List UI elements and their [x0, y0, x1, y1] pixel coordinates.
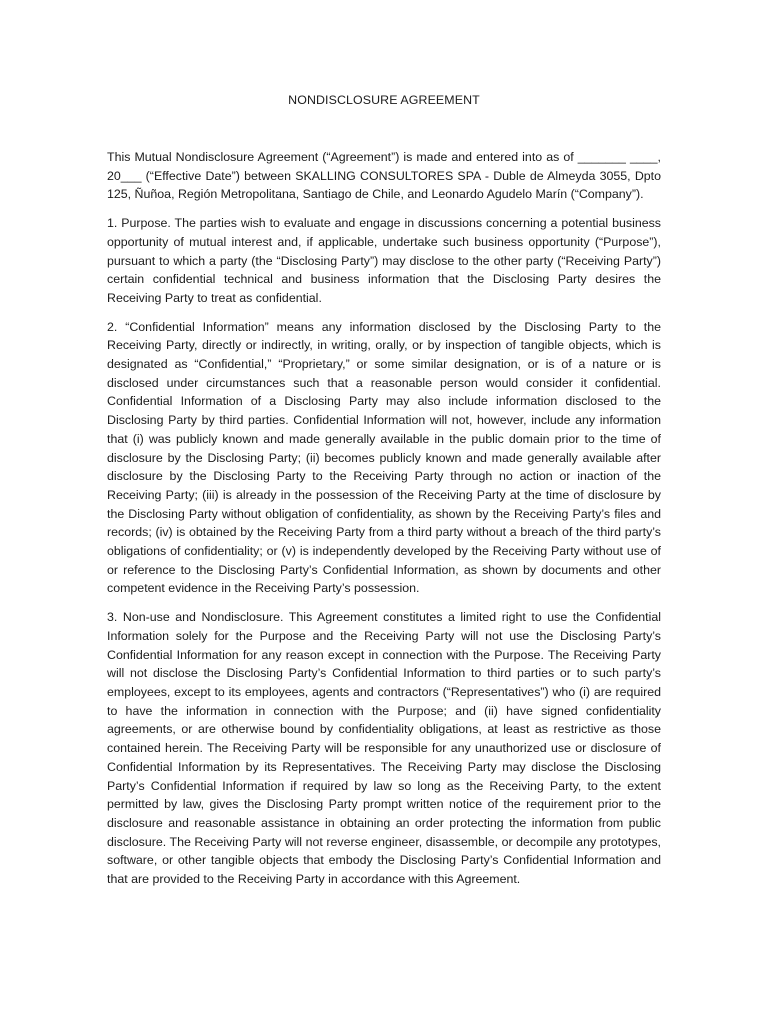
- purpose-paragraph: 1. Purpose. The parties wish to evaluate and engage in discussions concerning a potential business opportunity of mutual interest and, if applicable, undertake such business opportunity (“Purpose”), pursuant to which a party (the “Disclosing Party”) may disclose to the other party (“Receiving Party”) certain confidential technical and business information that the Disclosing Party desires the Receiving Party to treat as confidential.: [107, 216, 661, 305]
- document-body: [107, 148, 661, 899]
- confidential-information-paragraph: 2. “Confidential Information” means any information disclosed by the Disclosing Party to the Receiving Party, directly or indirectly, in writing, orally, or by inspection of tangible objects, which is designated as “Confidential,” “Proprietary,” or some similar designation, or is of a nature or is disclosed under circumstances such that a reasonable person would consider it confidential. Confidential Information of a Disclosing Party may also include information disclosed to the Disclosing Party by third parties. Confidential Information will not, however, include any information that (i) was publicly known and made generally available in the public domain prior to the time of disclosure by the Disclosing Party; (ii) becomes publicly known and made generally available after disclosure by the Disclosing Party to the Receiving Party through no action or inaction of the Receiving Party; (iii) is already in the possession of the Receiving Party at the time of disclosure by the Disclosing Party without obligation of confidentiality, as shown by the Receiving Party’s files and records; (iv) is obtained by the Receiving Party from a third party without a breach of the third party’s obligations of confidentiality; or (v) is independently developed by the Receiving Party without use of or reference to the Disclosing Party’s Confidential Information, as shown by documents and other competent evidence in the Receiving Party’s possession.: [107, 319, 661, 596]
- document-title: NONDISCLOSURE AGREEMENT: [288, 93, 480, 107]
- intro-paragraph: This Mutual Nondisclosure Agreement (“Agreement”) is made and entered into as of _______ ____, 20___ (“Effective Date”) between SKALLING CONSULTORES SPA - Duble de Almeyda 3055, Dpto 125, Ñuñoa, Región Metropolitana, Santiago de Chile, and Leonardo Agudelo Marín (“Company”).: [107, 150, 661, 202]
- non-use-paragraph: 3. Non-use and Nondisclosure. This Agreement constitutes a limited right to use the Confidential Information solely for the Purpose and the Receiving Party will not use the Disclosing Party’s Confidential Information for any reason except in connection with the Purpose. The Receiving Party will not disclose the Disclosing Party’s Confidential Information to third parties or to such party’s employees, except to its employees, agents and contractors (“Representatives”) who (i) are required to have the information in connection with the Purpose; and (ii) have signed confidentiality agreements, or are otherwise bound by confidentiality obligations, at least as restrictive as those contained herein. The Receiving Party will be responsible for any unauthorized use or disclosure of Confidential Information by its Representatives. The Receiving Party may disclose the Disclosing Party’s Confidential Information if required by law so long as the Receiving Party, to the extent permitted by law, gives the Disclosing Party prompt written notice of the requirement prior to the disclosure and reasonable assistance in obtaining an order protecting the information from public disclosure. The Receiving Party will not reverse engineer, disassemble, or decompile any prototypes, software, or other tangible objects that embody the Disclosing Party’s Confidential Information and that are provided to the Receiving Party in accordance with this Agreement.: [107, 610, 661, 887]
